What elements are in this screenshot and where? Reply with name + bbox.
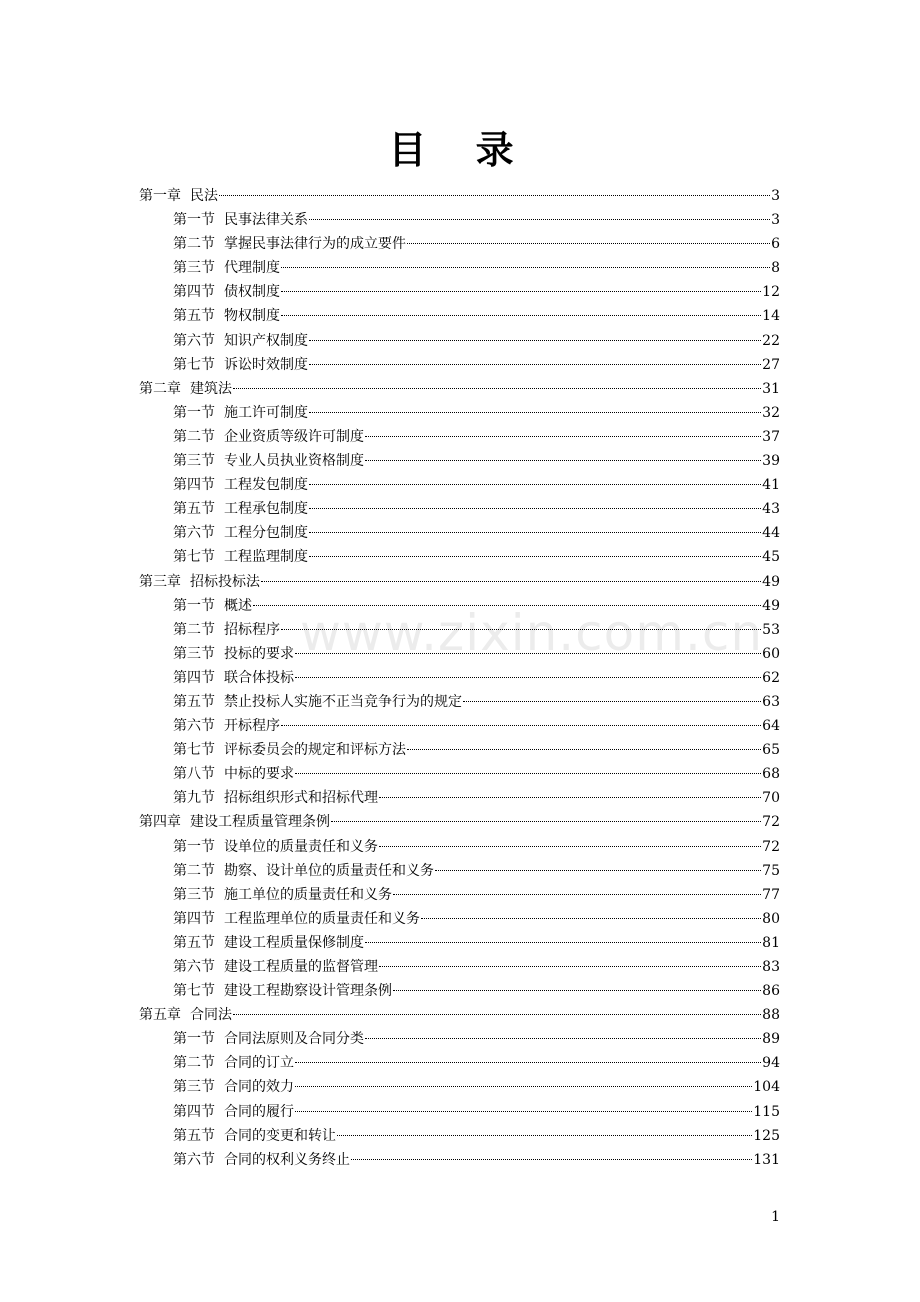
toc-dot-leader (281, 315, 761, 316)
toc-entry-page: 77 (762, 886, 780, 903)
toc-entry-page: 62 (762, 669, 780, 686)
toc-entry-title: 工程承包制度 (224, 501, 308, 518)
toc-entry-page: 60 (762, 645, 780, 662)
toc-entry-number: 第三节 (173, 645, 215, 662)
toc-section-entry[interactable] (139, 594, 780, 618)
toc-entry-page: 80 (762, 910, 780, 927)
toc-entry-page: 43 (762, 501, 780, 518)
toc-dot-leader (281, 629, 761, 630)
toc-entry-page: 88 (762, 1007, 780, 1024)
toc-section-entry[interactable] (139, 256, 780, 280)
toc-entry-title: 合同的变更和转让 (224, 1127, 336, 1144)
toc-entry-number: 第四节 (173, 669, 215, 686)
toc-dot-leader (463, 701, 761, 702)
toc-entry-title: 工程发包制度 (224, 477, 308, 494)
toc-dot-leader (309, 364, 761, 365)
toc-entry-page: 32 (762, 404, 780, 421)
toc-entry-title: 建设工程勘察设计管理条例 (224, 983, 392, 1000)
toc-entry-number: 第一节 (173, 597, 215, 614)
toc-entry-number: 第四节 (173, 910, 215, 927)
toc-entry-page: 68 (762, 766, 780, 783)
toc-entry-page: 72 (762, 838, 780, 855)
toc-chapter-entry[interactable] (139, 377, 780, 401)
toc-entry-page: 53 (762, 621, 780, 638)
toc-section-entry[interactable] (139, 1027, 780, 1051)
toc-entry-page: 6 (771, 236, 780, 253)
toc-dot-leader (421, 918, 761, 919)
toc-section-entry[interactable] (139, 353, 780, 377)
toc-entry-number: 第三节 (173, 886, 215, 903)
toc-dot-leader (233, 388, 761, 389)
toc-entry-title: 诉讼时效制度 (224, 356, 308, 373)
toc-entry-number: 第四节 (173, 1103, 215, 1120)
toc-dot-leader (281, 725, 761, 726)
toc-dot-leader (365, 1038, 761, 1039)
toc-entry-title: 中标的要求 (224, 766, 294, 783)
toc-entry-title: 合同的订立 (224, 1055, 294, 1072)
toc-entry-page: 64 (762, 718, 780, 735)
toc-dot-leader (295, 1111, 752, 1112)
toc-dot-leader (351, 1159, 752, 1160)
toc-entry-title: 合同的权利义务终止 (224, 1151, 350, 1168)
toc-section-entry[interactable] (139, 666, 780, 690)
toc-entry-title: 施工许可制度 (224, 404, 308, 421)
toc-entry-page: 49 (762, 597, 780, 614)
toc-section-entry[interactable] (139, 1075, 780, 1099)
toc-dot-leader (309, 219, 770, 220)
toc-dot-leader (309, 556, 761, 557)
toc-dot-leader (253, 605, 761, 606)
toc-entry-number: 第六节 (173, 525, 215, 542)
toc-section-entry[interactable] (139, 738, 780, 762)
toc-entry-number: 第七节 (173, 549, 215, 566)
toc-entry-page: 86 (762, 983, 780, 1000)
toc-entry-page: 72 (762, 814, 780, 831)
toc-entry-page: 104 (753, 1079, 780, 1096)
toc-entry-number: 第六节 (173, 1151, 215, 1168)
toc-dot-leader (393, 990, 761, 991)
page-number: 1 (771, 1209, 780, 1225)
toc-entry-page: 89 (762, 1031, 780, 1048)
toc-entry-page: 81 (762, 934, 780, 951)
toc-entry-number: 第九节 (173, 790, 215, 807)
toc-entry-number: 第五章 (139, 1007, 181, 1024)
toc-section-entry[interactable] (139, 425, 780, 449)
toc-dot-leader (281, 291, 761, 292)
toc-dot-leader (337, 1135, 752, 1136)
toc-entry-number: 第二节 (173, 621, 215, 638)
toc-dot-leader (407, 749, 761, 750)
toc-entry-title: 合同法 (190, 1007, 232, 1024)
toc-section-entry[interactable] (139, 1100, 780, 1124)
toc-section-entry[interactable] (139, 835, 780, 859)
toc-section-entry[interactable] (139, 329, 780, 353)
toc-entry-page: 94 (762, 1055, 780, 1072)
toc-section-entry[interactable] (139, 449, 780, 473)
toc-dot-leader (435, 870, 761, 871)
toc-entry-title: 建设工程质量管理条例 (190, 814, 330, 831)
toc-entry-title: 开标程序 (224, 718, 280, 735)
toc-section-entry[interactable] (139, 690, 780, 714)
toc-entry-title: 设单位的质量责任和义务 (224, 838, 378, 855)
toc-entry-number: 第五节 (173, 934, 215, 951)
toc-dot-leader (379, 797, 761, 798)
toc-entry-number: 第二节 (173, 862, 215, 879)
toc-section-entry[interactable] (139, 497, 780, 521)
toc-entry-number: 第二节 (173, 1055, 215, 1072)
toc-dot-leader (295, 773, 761, 774)
toc-dot-leader (379, 846, 761, 847)
toc-chapter-entry[interactable] (139, 1003, 780, 1027)
toc-entry-page: 12 (762, 284, 780, 301)
toc-entry-page: 14 (762, 308, 780, 325)
toc-entry-title: 投标的要求 (224, 645, 294, 662)
toc-entry-number: 第一节 (173, 212, 215, 229)
toc-entry-title: 民事法律关系 (224, 212, 308, 229)
toc-entry-number: 第七节 (173, 983, 215, 1000)
toc-section-entry[interactable] (139, 304, 780, 328)
toc-entry-page: 45 (762, 549, 780, 566)
toc-entry-title: 物权制度 (224, 308, 280, 325)
toc-entry-number: 第四章 (139, 814, 181, 831)
watermark: www.zixin.com.cn (300, 604, 764, 662)
toc-entry-title: 招标投标法 (190, 573, 260, 590)
toc-entry-number: 第三节 (173, 1079, 215, 1096)
toc-entry-page: 37 (762, 428, 780, 445)
toc-entry-page: 49 (762, 573, 780, 590)
toc-dot-leader (295, 1086, 752, 1087)
toc-section-entry[interactable] (139, 1051, 780, 1075)
toc-entry-page: 75 (762, 862, 780, 879)
toc-dot-leader (295, 653, 761, 654)
toc-section-entry[interactable] (139, 642, 780, 666)
toc-entry-number: 第一章 (139, 188, 181, 204)
toc-dot-leader (281, 267, 770, 268)
toc-entry-title: 合同法原则及合同分类 (224, 1031, 364, 1048)
toc-entry-number: 第五节 (173, 693, 215, 710)
toc-entry-title: 知识产权制度 (224, 332, 308, 349)
toc-entry-number: 第二章 (139, 380, 181, 397)
toc-section-entry[interactable] (139, 1124, 780, 1148)
toc-dot-leader (233, 1014, 761, 1015)
toc-section-entry[interactable] (139, 979, 780, 1003)
toc-dot-leader (309, 484, 761, 485)
toc-section-entry[interactable] (139, 955, 780, 979)
toc-entry-number: 第五节 (173, 308, 215, 325)
toc-entry-page: 31 (762, 380, 780, 397)
toc-entry-number: 第一节 (173, 838, 215, 855)
toc-entry-title: 联合体投标 (224, 669, 294, 686)
toc-section-entry[interactable] (139, 545, 780, 569)
toc-entry-title: 代理制度 (224, 260, 280, 277)
toc-entry-number: 第五节 (173, 1127, 215, 1144)
toc-entry-page: 8 (771, 260, 780, 277)
toc-entry-title: 合同的效力 (224, 1079, 294, 1096)
toc-entry-page: 63 (762, 693, 780, 710)
toc-entry-page: 3 (771, 212, 780, 229)
toc-entry-number: 第七节 (173, 356, 215, 373)
toc-entry-number: 第三节 (173, 260, 215, 277)
toc-section-entry[interactable] (139, 232, 780, 256)
toc-dot-leader (261, 581, 761, 582)
toc-section-entry[interactable] (139, 859, 780, 883)
toc-dot-leader (309, 508, 761, 509)
toc-section-entry[interactable] (139, 473, 780, 497)
toc-dot-leader (309, 532, 761, 533)
toc-entry-title: 招标程序 (224, 621, 280, 638)
toc-entry-title: 合同的履行 (224, 1103, 294, 1120)
toc-entry-page: 39 (762, 453, 780, 470)
toc-entry-title: 掌握民事法律行为的成立要件 (224, 236, 406, 253)
toc-dot-leader (295, 1062, 761, 1063)
toc-entry-title: 建设工程质量的监督管理 (224, 959, 378, 975)
toc-dot-leader (393, 894, 761, 895)
toc-section-entry[interactable] (139, 786, 780, 810)
toc-section-entry[interactable] (139, 401, 780, 425)
toc-section-entry[interactable] (139, 208, 780, 232)
toc-chapter-entry[interactable] (139, 570, 780, 594)
toc-section-entry[interactable] (139, 1148, 780, 1172)
toc-section-entry[interactable] (139, 618, 780, 642)
toc-section-entry[interactable] (139, 521, 780, 545)
toc-entry-title: 概述 (224, 597, 252, 614)
toc-entry-title: 企业资质等级许可制度 (224, 428, 364, 445)
toc-entry-title: 工程分包制度 (224, 525, 308, 542)
toc-entry-title: 评标委员会的规定和评标方法 (224, 742, 406, 759)
toc-entry-number: 第三节 (173, 453, 215, 470)
toc-section-entry[interactable] (139, 883, 780, 907)
toc-entry-title: 禁止投标人实施不正当竞争行为的规定 (224, 693, 462, 710)
toc-entry-page: 3 (771, 188, 780, 204)
toc-entry-number: 第四节 (173, 477, 215, 494)
toc-entry-title: 建筑法 (190, 380, 232, 397)
toc-entry-title: 工程监理单位的质量责任和义务 (224, 910, 420, 927)
toc-entry-page: 44 (762, 525, 780, 542)
toc-entry-title: 债权制度 (224, 284, 280, 301)
toc-entry-number: 第六节 (173, 959, 215, 975)
toc-entry-page: 70 (762, 790, 780, 807)
toc-entry-title: 招标组织形式和招标代理 (224, 790, 378, 807)
toc-dot-leader (309, 340, 761, 341)
toc-dot-leader (295, 677, 761, 678)
toc-entry-number: 第四节 (173, 284, 215, 301)
toc-entry-number: 第六节 (173, 332, 215, 349)
toc-chapter-entry[interactable] (139, 184, 780, 208)
toc-dot-leader (219, 195, 770, 196)
toc-section-entry[interactable] (139, 907, 780, 931)
toc-entry-number: 第三章 (139, 573, 181, 590)
toc-dot-leader (365, 436, 761, 437)
toc-entry-title: 专业人员执业资格制度 (224, 453, 364, 470)
toc-entry-number: 第一节 (173, 404, 215, 421)
toc-chapter-entry[interactable] (139, 810, 780, 834)
toc-entry-number: 第八节 (173, 766, 215, 783)
toc-entry-number: 第五节 (173, 501, 215, 518)
toc-entry-page: 115 (753, 1103, 780, 1120)
toc-dot-leader (309, 412, 761, 413)
page-title: 目 录 (388, 128, 532, 172)
toc-entry-page: 131 (753, 1151, 780, 1168)
toc-dot-leader (407, 243, 770, 244)
toc-dot-leader (379, 966, 761, 967)
toc-dot-leader (331, 821, 761, 822)
toc-entry-title: 勘察、设计单位的质量责任和义务 (224, 862, 434, 879)
toc-entry-number: 第六节 (173, 718, 215, 735)
toc-section-entry[interactable] (139, 714, 780, 738)
table-of-contents (139, 184, 780, 1172)
toc-entry-page: 27 (762, 356, 780, 373)
toc-dot-leader (365, 942, 761, 943)
toc-entry-number: 第一节 (173, 1031, 215, 1048)
toc-entry-title: 工程监理制度 (224, 549, 308, 566)
toc-section-entry[interactable] (139, 762, 780, 786)
toc-entry-page: 125 (753, 1127, 780, 1144)
toc-entry-page: 22 (762, 332, 780, 349)
toc-entry-title: 民法 (190, 188, 218, 204)
toc-section-entry[interactable] (139, 280, 780, 304)
toc-section-entry[interactable] (139, 931, 780, 955)
toc-entry-page: 41 (762, 477, 780, 494)
toc-entry-number: 第二节 (173, 236, 215, 253)
toc-entry-number: 第七节 (173, 742, 215, 759)
toc-entry-title: 施工单位的质量责任和义务 (224, 886, 392, 903)
toc-dot-leader (365, 460, 761, 461)
toc-entry-page: 65 (762, 742, 780, 759)
toc-entry-number: 第二节 (173, 428, 215, 445)
toc-entry-page: 83 (762, 959, 780, 975)
toc-entry-title: 建设工程质量保修制度 (224, 934, 364, 951)
